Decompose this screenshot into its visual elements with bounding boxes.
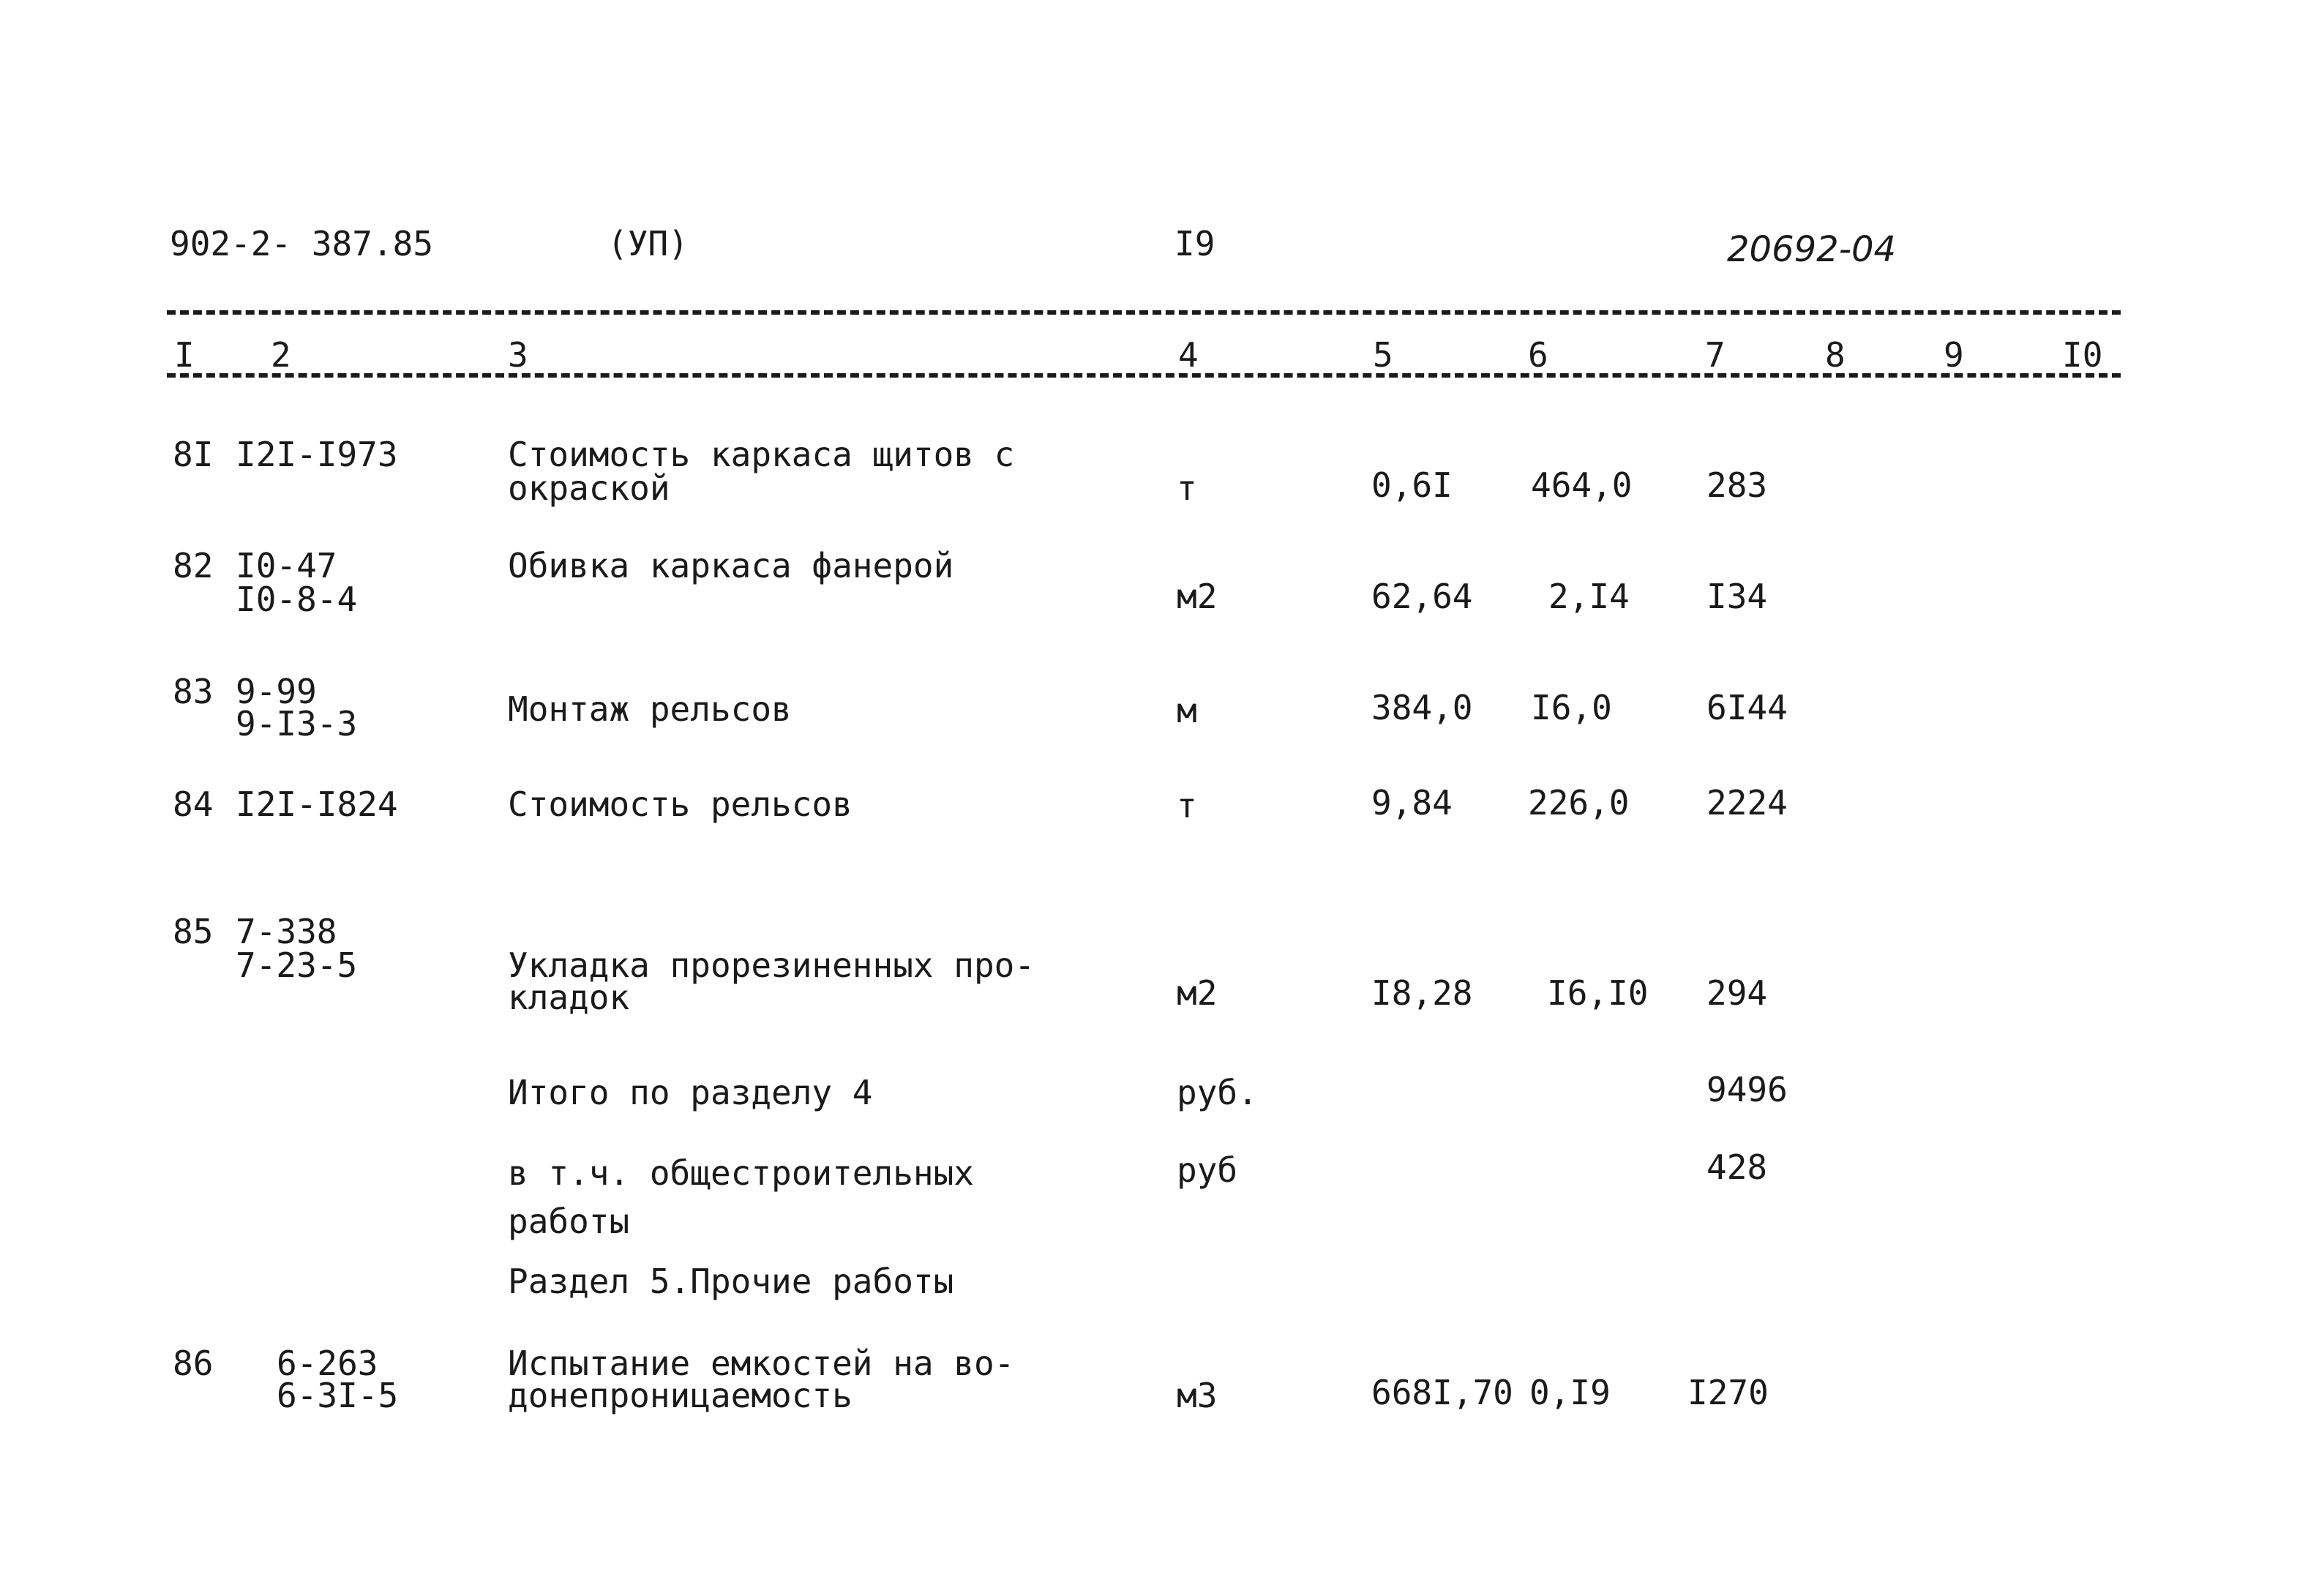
row-85-desc-line1: Укладка прорезиненных про- xyxy=(508,945,1035,985)
col-header-6: 6 xyxy=(1528,335,1548,375)
row-81-unit: т xyxy=(1177,468,1197,508)
row-86-qty: 668I,70 xyxy=(1371,1373,1513,1412)
row-84-number: 84 xyxy=(173,784,214,824)
inventory-number: 20692-04 xyxy=(1727,229,1897,270)
header-rule-bottom xyxy=(167,373,2121,378)
row-82-price: 2,I4 xyxy=(1548,577,1630,616)
row-82-unit: м2 xyxy=(1177,577,1218,616)
row-82-number: 82 xyxy=(173,546,214,585)
col-header-9: 9 xyxy=(1944,335,1964,375)
row-84-unit: т xyxy=(1177,786,1197,825)
row-85-desc-line2: кладок xyxy=(508,978,630,1017)
row-83-qty: 384,0 xyxy=(1371,688,1473,727)
row-81-qty: 0,6I xyxy=(1371,465,1453,505)
row-82-total: I34 xyxy=(1706,577,1768,616)
row-86-number: 86 xyxy=(173,1344,214,1383)
row-84-desc: Стоимость рельсов xyxy=(508,784,853,824)
row-81-number: 8I xyxy=(173,435,214,474)
col-header-10: I0 xyxy=(2062,335,2103,375)
col-header-7: 7 xyxy=(1705,335,1726,375)
general-construction-label-line2: работы xyxy=(508,1202,630,1241)
row-83-total: 6I44 xyxy=(1706,688,1788,727)
row-85-qty: I8,28 xyxy=(1371,973,1473,1013)
section-5-title: Раздел 5.Прочие работы xyxy=(508,1262,954,1301)
col-header-4: 4 xyxy=(1178,335,1199,375)
row-86-total: I270 xyxy=(1687,1373,1769,1412)
row-86-unit: м3 xyxy=(1177,1376,1218,1415)
row-85-code-line2: 7-23-5 xyxy=(236,945,358,985)
col-header-1: I xyxy=(174,335,195,375)
row-82-qty: 62,64 xyxy=(1371,577,1473,616)
row-86-code-line2: 6-3I-5 xyxy=(277,1376,399,1415)
row-83-desc: Монтаж рельсов xyxy=(508,689,792,729)
row-86-desc-line1: Испытание емкостей на во- xyxy=(508,1344,1015,1383)
row-81-desc-line1: Стоимость каркаса щитов с xyxy=(508,435,1015,474)
col-header-8: 8 xyxy=(1825,335,1846,375)
col-header-3: 3 xyxy=(508,335,528,375)
row-84-total: 2224 xyxy=(1706,783,1788,823)
row-86-price: 0,I9 xyxy=(1529,1373,1611,1412)
row-82-code-line1: I0-47 xyxy=(236,546,337,585)
doc-code: 902-2- 387.85 xyxy=(170,224,434,263)
doc-mark: (УП) xyxy=(607,224,689,263)
header-rule-top xyxy=(167,310,2121,315)
row-81-price: 464,0 xyxy=(1531,465,1633,505)
section-4-total-label: Итого по разделу 4 xyxy=(508,1073,873,1112)
general-construction-value: 428 xyxy=(1706,1147,1768,1187)
section-4-total-value: 9496 xyxy=(1706,1070,1788,1109)
row-81-total: 283 xyxy=(1706,465,1768,505)
row-85-price: I6,I0 xyxy=(1547,973,1649,1013)
row-83-price: I6,0 xyxy=(1531,688,1612,727)
row-81-code: I2I-I973 xyxy=(236,435,398,474)
row-82-desc: Обивка каркаса фанерой xyxy=(508,546,954,585)
section-4-total-unit: руб. xyxy=(1177,1073,1258,1112)
row-86-code-line1: 6-263 xyxy=(277,1344,378,1383)
col-header-2: 2 xyxy=(271,335,291,375)
row-83-code-line1: 9-99 xyxy=(236,672,317,711)
row-84-price: 226,0 xyxy=(1528,783,1630,823)
row-86-desc-line2: донепроницаемость xyxy=(508,1376,853,1415)
general-construction-unit: руб xyxy=(1177,1150,1238,1190)
row-85-code-line1: 7-338 xyxy=(236,912,337,951)
row-85-total: 294 xyxy=(1706,973,1768,1013)
page-number: I9 xyxy=(1174,224,1215,263)
row-84-code: I2I-I824 xyxy=(236,784,398,824)
row-83-unit: м xyxy=(1177,691,1197,730)
col-header-5: 5 xyxy=(1373,335,1393,375)
row-82-code-line2: I0-8-4 xyxy=(236,580,358,619)
row-83-code-line2: 9-I3-3 xyxy=(236,704,358,743)
row-84-qty: 9,84 xyxy=(1371,783,1453,823)
row-83-number: 83 xyxy=(173,672,214,711)
row-85-number: 85 xyxy=(173,912,214,951)
general-construction-label-line1: в т.ч. общестроительных xyxy=(508,1153,974,1193)
row-81-desc-line2: окраской xyxy=(508,468,670,508)
row-85-unit: м2 xyxy=(1177,973,1218,1013)
